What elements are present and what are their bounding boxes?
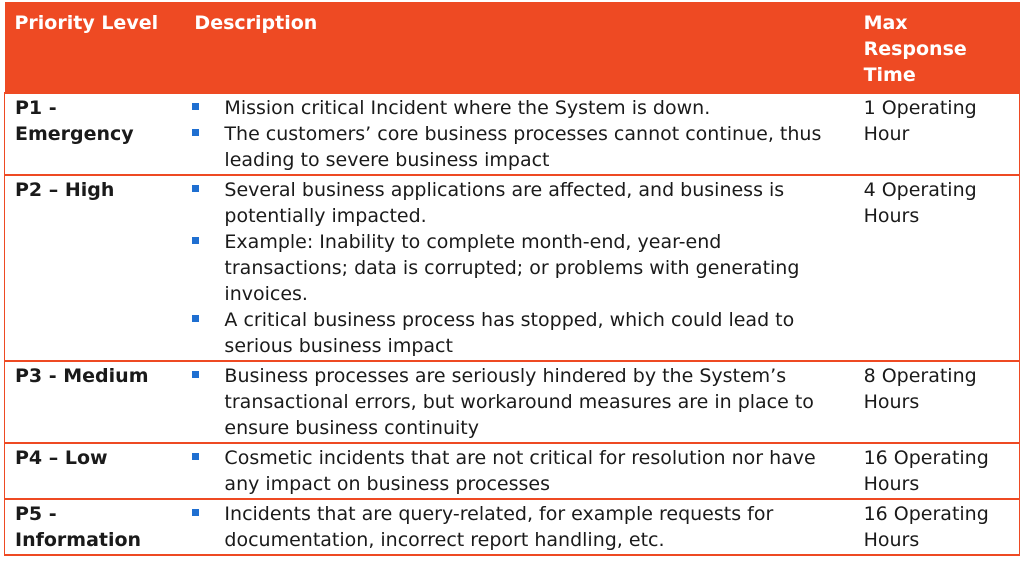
table-row bbox=[5, 93, 1020, 175]
priority-table-container bbox=[4, 2, 1020, 556]
description-cell bbox=[184, 175, 853, 361]
response-time-cell: 4 Operating Hours bbox=[854, 175, 1020, 361]
list-item-text: Cosmetic incidents that are not critical for resolution nor have any impact on business processes bbox=[224, 447, 816, 495]
description-list bbox=[184, 177, 845, 359]
list-item-text: Several business applications are affected, and business is potentially impacted. bbox=[224, 179, 785, 227]
square-bullet-icon bbox=[192, 315, 199, 322]
list-item bbox=[184, 363, 845, 441]
header-description: Description bbox=[184, 2, 853, 93]
description-cell bbox=[184, 93, 853, 175]
response-time-cell: 16 Operating Hours bbox=[854, 499, 1020, 555]
square-bullet-icon bbox=[192, 453, 199, 460]
priority-cell: P4 – Low bbox=[5, 443, 185, 499]
description-cell bbox=[184, 361, 853, 443]
response-time-cell: 1 Operating Hour bbox=[854, 93, 1020, 175]
square-bullet-icon bbox=[192, 371, 199, 378]
header-priority-level: Priority Level bbox=[5, 2, 185, 93]
table-header-row bbox=[5, 2, 1020, 93]
square-bullet-icon bbox=[192, 129, 199, 136]
square-bullet-icon bbox=[192, 509, 199, 516]
square-bullet-icon bbox=[192, 237, 199, 244]
priority-cell: P5 - Information bbox=[5, 499, 185, 555]
table-row bbox=[5, 175, 1020, 361]
response-time-cell: 16 Operating Hours bbox=[854, 443, 1020, 499]
list-item-text: Incidents that are query-related, for example requests for documentation, incorrect report handling, etc. bbox=[224, 503, 774, 551]
description-list bbox=[184, 95, 845, 173]
list-item-text: The customers’ core business processes cannot continue, thus leading to severe business impact bbox=[224, 123, 822, 171]
list-item-text: Mission critical Incident where the System is down. bbox=[224, 97, 711, 119]
priority-cell: P2 – High bbox=[5, 175, 185, 361]
table-row bbox=[5, 499, 1020, 555]
priority-table bbox=[4, 2, 1020, 556]
list-item-text: Business processes are seriously hindered by the System’s transactional errors, but workaround measures are in place to ensure business continuity bbox=[224, 365, 814, 439]
list-item bbox=[184, 121, 845, 173]
header-max-response-time: Max Response Time bbox=[854, 2, 1020, 93]
description-list bbox=[184, 445, 845, 497]
table-body bbox=[5, 93, 1020, 555]
square-bullet-icon bbox=[192, 185, 199, 192]
square-bullet-icon bbox=[192, 103, 199, 110]
list-item-text: A critical business process has stopped, which could lead to serious business impact bbox=[224, 309, 795, 357]
description-list bbox=[184, 501, 845, 553]
description-cell bbox=[184, 443, 853, 499]
priority-cell: P1 - Emergency bbox=[5, 93, 185, 175]
description-list bbox=[184, 363, 845, 441]
description-cell bbox=[184, 499, 853, 555]
table-row bbox=[5, 361, 1020, 443]
list-item bbox=[184, 445, 845, 497]
list-item bbox=[184, 501, 845, 553]
list-item-text: Example: Inability to complete month-end, year-end transactions; data is corrupted; or problems with generating invoices. bbox=[224, 231, 800, 305]
list-item bbox=[184, 229, 845, 307]
response-time-cell: 8 Operating Hours bbox=[854, 361, 1020, 443]
list-item bbox=[184, 307, 845, 359]
list-item bbox=[184, 177, 845, 229]
table-row bbox=[5, 443, 1020, 499]
list-item bbox=[184, 95, 845, 121]
priority-cell: P3 - Medium bbox=[5, 361, 185, 443]
